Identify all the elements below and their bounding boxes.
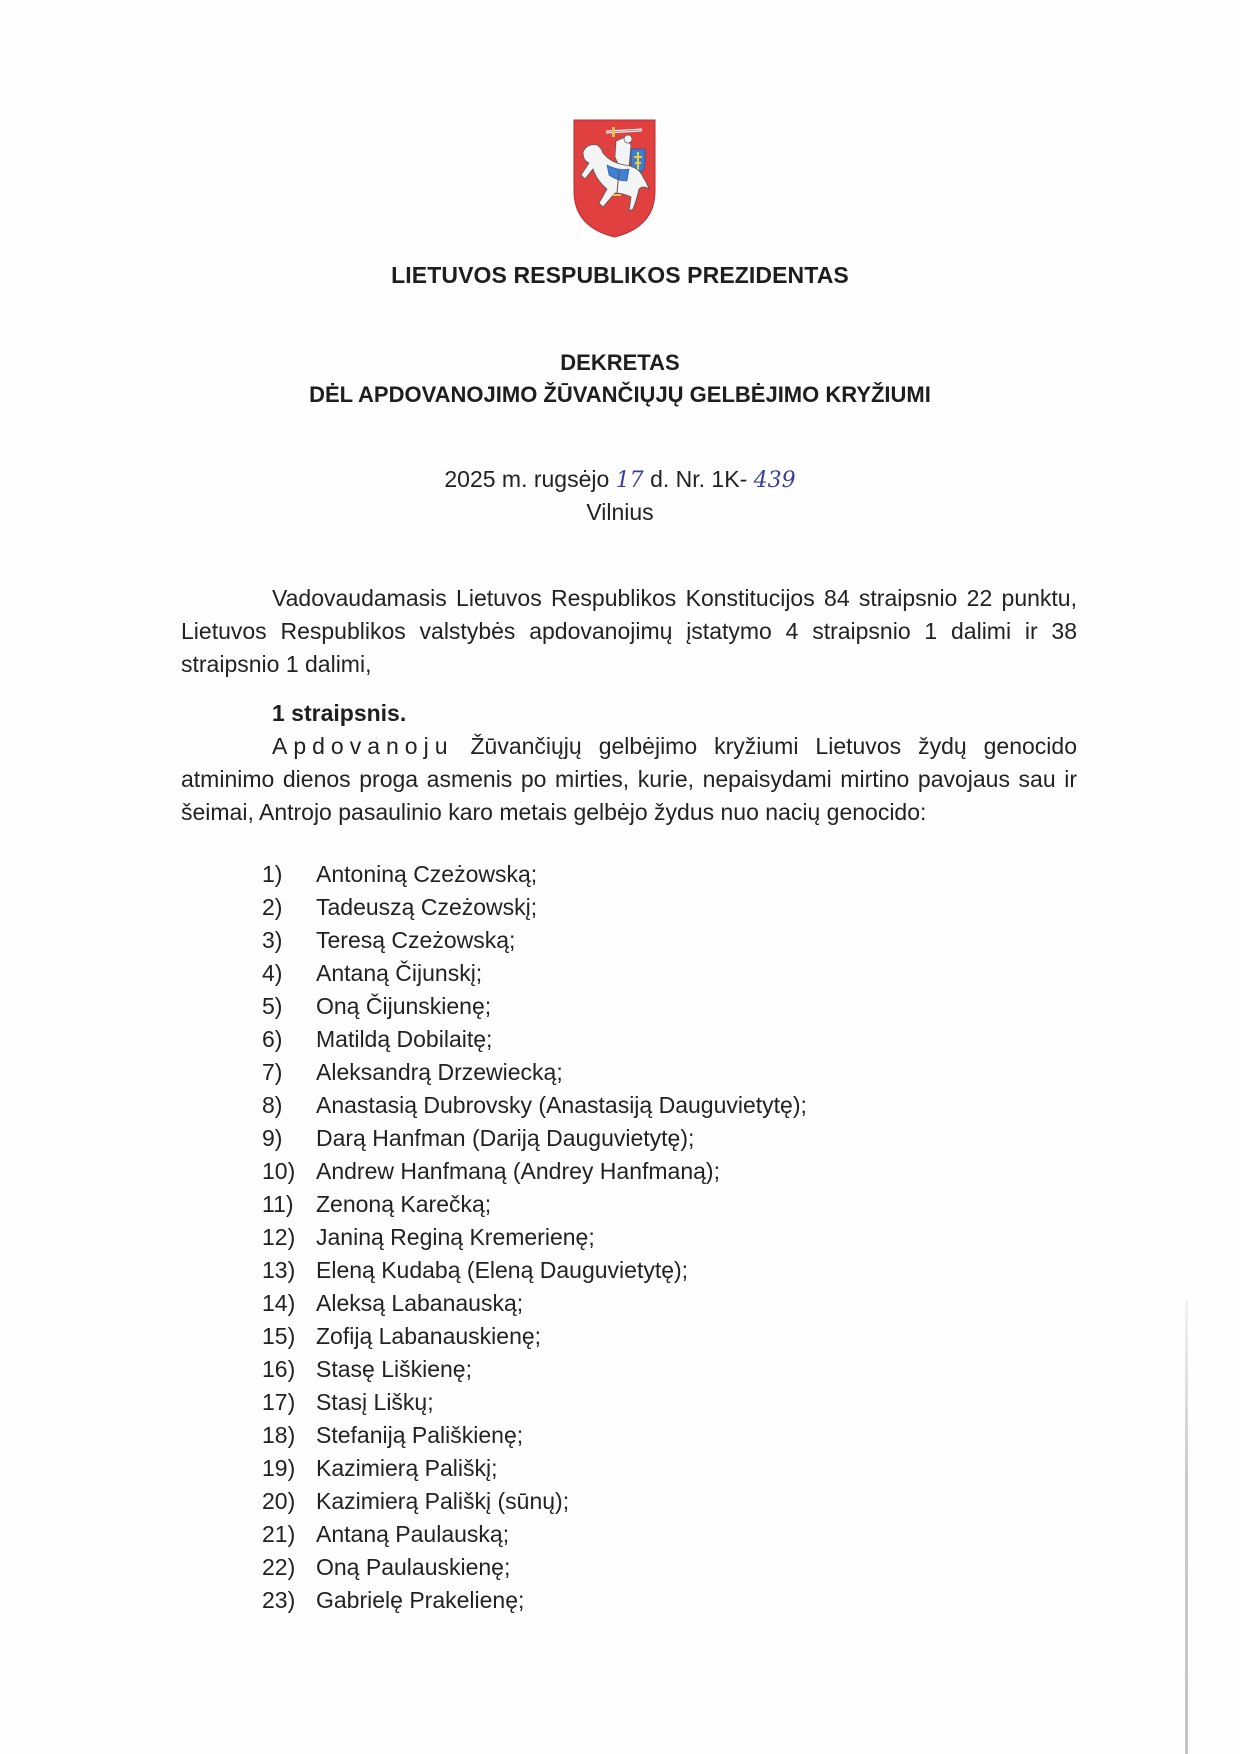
recipient-name: Darą Hanfman (Dariją Dauguvietytę); — [316, 1125, 695, 1151]
article-body — [181, 730, 1077, 829]
recipient-item — [262, 1485, 807, 1518]
recipient-number: 4) — [262, 960, 283, 986]
recipient-name: Oną Čijunskienę; — [316, 993, 492, 1019]
article-heading: 1 straipsnis. — [272, 700, 407, 726]
recipient-item — [262, 858, 807, 891]
recipient-item — [262, 1452, 807, 1485]
recipient-item — [262, 990, 807, 1023]
recipient-name: Eleną Kudabą (Eleną Dauguvietytę); — [316, 1257, 689, 1283]
recipient-number: 12) — [262, 1224, 296, 1250]
recipient-name: Janiną Reginą Kremerienę; — [316, 1224, 595, 1250]
recipient-number: 16) — [262, 1356, 296, 1382]
recipient-name: Stefaniją Pališkienę; — [316, 1422, 524, 1448]
preamble-paragraph — [181, 582, 1077, 681]
recipient-name: Zofiją Labanauskienę; — [316, 1323, 542, 1349]
recipient-item — [262, 1188, 807, 1221]
dateline — [0, 466, 1240, 493]
institution-heading: LIETUVOS RESPUBLIKOS PREZIDENTAS — [391, 262, 849, 288]
recipient-item — [262, 891, 807, 924]
recipient-number: 2) — [262, 894, 283, 920]
recipient-name: Teresą Czeżowską; — [316, 927, 516, 953]
recipient-name: Aleksą Labanauską; — [316, 1290, 524, 1316]
recipient-number: 13) — [262, 1257, 296, 1283]
recipient-name: Matildą Dobilaitę; — [316, 1026, 493, 1052]
date-suffix: d. Nr. 1K- — [650, 466, 748, 492]
recipient-number: 8) — [262, 1092, 283, 1118]
recipient-item — [262, 1221, 807, 1254]
recipient-item — [262, 1023, 807, 1056]
article-verb: Apdovanoju — [272, 733, 454, 759]
recipient-name: Antoniną Czeżowską; — [316, 861, 538, 887]
recipient-number: 15) — [262, 1323, 296, 1349]
document-title: DĖL APDOVANOJIMO ŽŪVANČIŲJŲ GELBĖJIMO KRYŽIUMI — [309, 382, 931, 407]
recipient-item — [262, 1386, 807, 1419]
recipient-number: 7) — [262, 1059, 283, 1085]
recipient-name: Antaną Čijunskį; — [316, 960, 483, 986]
place-of-issue: Vilnius — [586, 499, 654, 525]
preamble-text: Vadovaudamasis Lietuvos Respublikos Konstitucijos 84 straipsnio 22 punktu, Lietuvos Respublikos valstybės apdovanojimų įstatymo 4 straipsnio 1 dalimi ir 38 straipsnio 1 dalimi, — [181, 585, 1077, 677]
recipient-number: 17) — [262, 1389, 296, 1415]
recipient-number: 18) — [262, 1422, 296, 1448]
recipient-name: Aleksandrą Drzewiecką; — [316, 1059, 563, 1085]
recipient-number: 6) — [262, 1026, 283, 1052]
recipient-number: 11) — [262, 1191, 294, 1217]
handwritten-day: 17 — [615, 468, 644, 493]
article-text: Žūvančiųjų gelbėjimo kryžiumi Lietuvos žydų genocido atminimo dienos proga asmenis po mirties, kurie, nepaisydami mirtino pavojaus sau ir šeimai, Antrojo pasaulinio karo metais gelbėjo žydus nuo nacių genocido: — [181, 733, 1077, 825]
recipient-name: Antaną Paulauską; — [316, 1521, 510, 1547]
recipient-number: 10) — [262, 1158, 296, 1184]
recipients-list — [262, 858, 807, 1617]
recipient-number: 1) — [262, 861, 283, 887]
recipient-name: Anastasią Dubrovsky (Anastasiją Dauguvietytę); — [316, 1092, 807, 1118]
recipient-item — [262, 1551, 807, 1584]
recipient-number: 5) — [262, 993, 283, 1019]
recipient-name: Stasį Liškų; — [316, 1389, 434, 1415]
recipient-number: 20) — [262, 1488, 296, 1514]
recipient-name: Kazimierą Pališkį (sūnų); — [316, 1488, 570, 1514]
recipient-number: 19) — [262, 1455, 296, 1481]
recipient-number: 14) — [262, 1290, 296, 1316]
recipient-number: 9) — [262, 1125, 283, 1151]
recipient-item — [262, 1419, 807, 1452]
recipient-name: Gabrielę Prakelienę; — [316, 1587, 525, 1613]
date-prefix: 2025 m. rugsėjo — [444, 466, 610, 492]
recipient-item — [262, 924, 807, 957]
recipient-item — [262, 1353, 807, 1386]
recipient-number: 22) — [262, 1554, 296, 1580]
recipient-name: Tadeuszą Czeżowskį; — [316, 894, 538, 920]
recipient-name: Stasę Liškienę; — [316, 1356, 472, 1382]
document-type: DEKRETAS — [560, 350, 680, 375]
recipient-name: Oną Paulauskienę; — [316, 1554, 511, 1580]
recipient-item — [262, 957, 807, 990]
recipient-number: 3) — [262, 927, 283, 953]
coat-of-arms-icon — [573, 119, 656, 238]
recipient-item — [262, 1155, 807, 1188]
handwritten-decree-number: 439 — [753, 468, 796, 493]
recipient-item — [262, 1254, 807, 1287]
recipient-number: 23) — [262, 1587, 296, 1613]
recipient-name: Kazimierą Pališkį; — [316, 1455, 498, 1481]
recipient-item — [262, 1584, 807, 1617]
scan-edge-artifact — [1185, 1300, 1188, 1754]
recipient-number: 21) — [262, 1521, 296, 1547]
recipient-item — [262, 1056, 807, 1089]
recipient-name: Andrew Hanfmaną (Andrey Hanfmaną); — [316, 1158, 720, 1184]
recipient-item — [262, 1287, 807, 1320]
recipient-item — [262, 1518, 807, 1551]
recipient-item — [262, 1320, 807, 1353]
recipient-item — [262, 1122, 807, 1155]
recipient-name: Zenoną Karečką; — [316, 1191, 492, 1217]
recipient-item — [262, 1089, 807, 1122]
